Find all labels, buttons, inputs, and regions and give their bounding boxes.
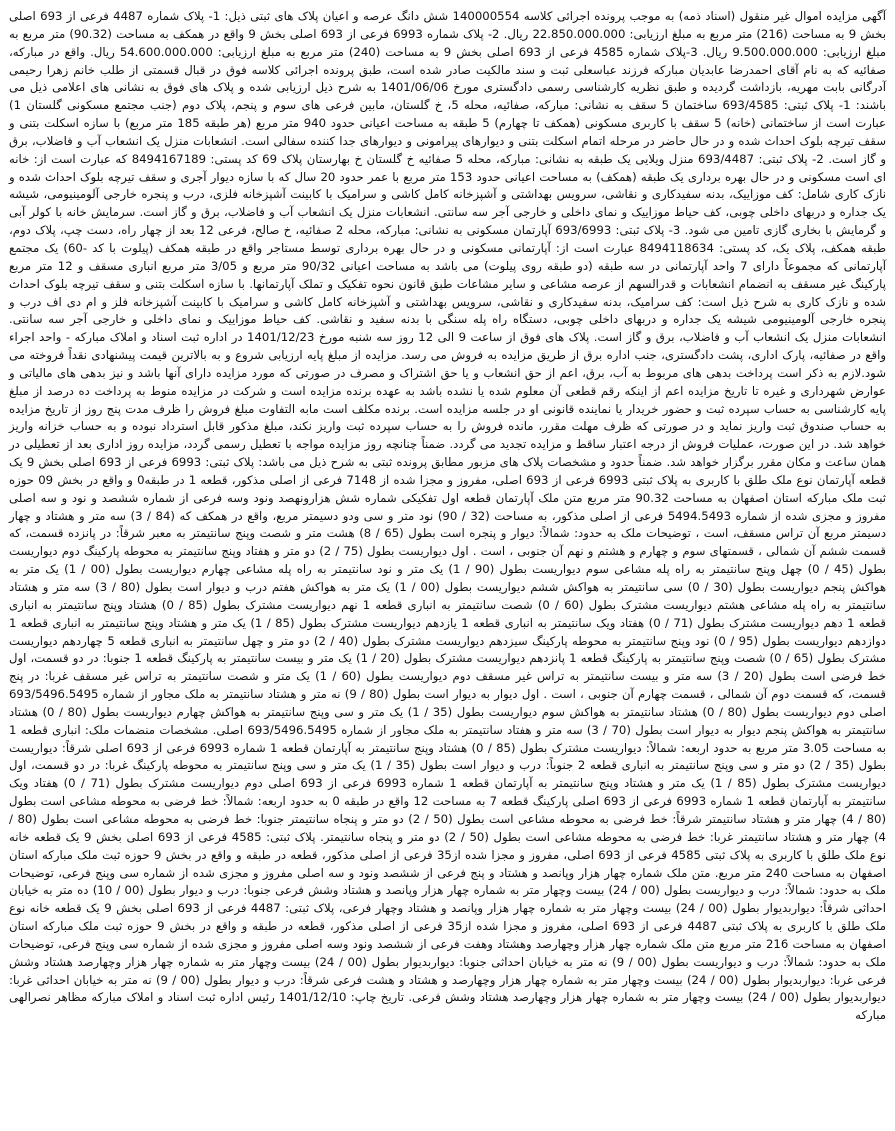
notice-body: آگهی مزایده اموال غیر منقول (اسناد ذمه) به موجب پرونده اجرائی کلاسه 140000554 شش دانگ عرصه و اعیان پلاک های ثبتی ذیل: 1- پلاک شماره 4487 فرعی از 693 اصلی بخش 9 به مساحت (216) متر مربع به مبلغ ارزیابی: 22.850.000.000 ریال. 2- پلاک شماره 6993 فرعی از 693 اصلی بخش 9 واقع در همکف به مساحت (90.32) متر مربع به مبلغ ارزیابی: 9.500.000.000 ریال. 3-پلاک شماره 4585 فرعی از 693 اصلی بخش 9 به مساحت (240) متر مربع به مبلغ ارزیابی: 54.600.000.000 ریال. واقع در مبارکه، صفائیه که به نام آقای احمدرضا عابدیان مبارکه فرزند عباسعلی ثبت و سند مالکیت صادر شده است، طبق پرونده اجرائی کلاسه فوق در قبال قسمتی از طلب خانم زهرا رحیمی آدرگانی بابت مهریه، بازداشت گردیده و طبق نظریه کارشناسی رسمی دادگستری مورخ 1401/06/06 به شرح ذیل ارزیابی شده و پلاک های فوق به نشانی های اعلامی ذیل می باشند: 1- پلاک ثبتی: 693/4585 ساختمان 5 سقف به نشانی: مبارکه، صفائیه، محله 5، خ گلستان، مابین فرعی های سوم و پنجم، پلاک دوم (جنب مجتمع مسکونی گلستان 1) عبارت است از ساختمانی (خانه) 5 سقف با کاربری مسکونی (همکف تا چهارم) 5 طبقه به مساحت اعیانی حدود 940 متر مربع (هر طبقه 185 متر مربع) با سازه اسکلت بتنی و سقف تیرچه بلوک احداث شده و در حال حاضر در مرحله اتمام اسکلت بتنی و دیوارهای پیرامونی و دیوارهای جدا کننده سفالی است. انشعابات منزل یک انشعاب آب و فاضلاب، برق و گاز است. 2- پلاک ثبتی: 693/4487 منزل ویلایی یک طبقه به نشانی: مبارکه، محله 5 صفائیه خ گلستان خ بهارستان پلاک 69 کد پستی: 8494167189 که عبارت است از: خانه ای است مسکونی و در حال بهره برداری یک طبقه (همکف) به مساحت اعیانی حدود 153 متر مربع با عمر حدود 20 سال که با سازه دیوار آجری و سقف تیرچه بلوک احداث شده و نازک کاری شامل: کف موزاییک، بدنه سفیدکاری و نقاشی، سرویس بهداشتی و آشپزخانه کامل کاشی و سرامیک با کابینت آشپزخانه فلزی، درب و پنجره خارجی آلومینیومی، شیشه یک جداره و دربهای داخلی چوبی، کف حیاط موزاییک و نمای داخلی و خارجی آجر سه سانتی. انشعابات منزل یک انشعاب آب و فاضلاب، برق و گاز است. سرمایش خانه با کولر آبی و گرمایش با بخاری گازی تامین می شود. 3- پلاک ثبتی: 693/6993 آپارتمان مسکونی به نشانی: مبارکه، محله 2 صفائیه، خ صالح، فرعی 12 بعد از چهار راه، دست چپ، پلاک دوم، طبقه همکف، پلاک یک، کد پستی: 8494118634 عبارت است از: آپارتمانی مسکونی و در حال بهره برداری توسط مستاجر واقع در طبقه همکف (پیلوت با کد -60) یک مجتمع آپارتمانی که مجموعاً دارای 7 واحد آپارتمانی در سه طبقه (دو طبقه روی پیلوت) می باشد به مساحت اعیانی 90/32 متر مربع و 3/05 متر مربع انباری مسقف و 12 متر مربع پارکینگ غیر مسقف به انضمام انشعابات و قدرالسهم از عرصه مشاعی و سایر مشاعات طبق قانون نحوه تفکیک و تملک آپارتمانها. با سازه اسکلت بتنی و سقف تیرچه بلوک احداث شده و نازک کاری به شرح ذیل است: کف سرامیک، بدنه سفیدکاری و نقاشی، سرویس بهداشتی و آشپزخانه کامل کاشی و سرامیک با کابینت آشپزخانه فلز و ام دی اف درب و پنجره خارجی آلومینیومی شیشه یک جداره و دربهای داخلی چوبی، دستگاه راه پله سنگی با بدنه سفید و نقاشی. کف حیاط موزاییک و نمای داخلی و خارجی آجر سه سانتی. انشعابات منزل یک انشعاب آب و فاضلاب، برق و گاز است. پلاک های فوق از ساعت 9 الی 12 روز سه شنبه مورخ 1401/12/23 در اداره ثبت اسناد و املاک مبارکه - واحد اجراء واقع در صفائیه، پارک اداری، پشت دادگستری، جنب اداره برق از طریق مزایده به فروش می رسد. مزایده از مبلغ پایه ارزیابی شروع و به بالاترین قیمت پیشنهادی نقداً فروخته می شود.لازم به ذکر است پرداخت بدهی های مربوط به آب، برق، اعم از حق انشعاب و یا حق اشتراک و مصرف در صورتی که مورد مزایده دارای آنها باشد و نیز بدهی های مالیاتی و عوارض شهرداری و غیره تا تاریخ مزایده اعم از اینکه رقم قطعی آن معلوم شده یا نشده باشد به عهده برنده مزایده است و شرکت در مزایده منوط به پرداخت ده درصد از مبلغ پایه کارشناسی به حساب سپرده ثبت و حضور خریدار یا نماینده قانونی او در جلسه مزایده است. برنده مکلف است مابه التفاوت مبلغ فروش را ظرف مدت پنج روز از تاریخ مزایده به حساب صندوق ثبت واریز نماید و در صورتی که ظرف مهلت مقرر، مانده فروش را به حساب سپرده ثبت واریز نکند، مبلغ مذکور قابل استرداد نبوده و به حساب خزانه واریز خواهد شد. در این صورت، عملیات فروش از درجه اعتبار ساقط و مزایده تجدید می گردد. ضمناً چنانچه روز مزایده مواجه با تعطیل رسمی گردد، مزایده روز اداری بعد از تعطیلی در همان ساعت و مکان مقرر برگزار خواهد شد. ضمناً حدود و مشخصات پلاک های مزبور مطابق پرونده ثبتی به شرح ذیل می باشد: پلاک ثبتی: 6993 فرعی از 693 اصلی بخش 9 یک قطعه آپارتمان نوع ملک طلق با کاربری به پلاک ثبتی 6993 فرعی از 693 اصلی، مفروز و مجزا شده از 7148 فرعی از اصلی مذکور، قطعه 1 در طبقه0 و واقع در بخش 09 حوزه ثبت ملک مبارکه استان اصفهان به مساحت 90.32 متر مربع متن ملک آپارتمان قطعه اول تفکیکی شماره شش هزارونهصد ونود وسه فرعی از شماره ششصد و نود و سه اصلی مفروز و مجزی شده از شماره 5494.5493 فرعی از اصلی مذکور، به مساحت (32 / 90) نود متر و سی ودو دسیمتر مربع، واقع در همکف که (84 / 3) سه متر و هشتاد و چهار دسیمتر مربع آن تراس مسقف، است ، توضیحات ملک به حدود: شمالاً: دیوار و پنجره است بطول (65 / 8) هشت متر و شصت وپنج سانتیمتر به معبر شرقاً: در پانزده قسمت، که قسمت ششم آن شمالی ، قسمتهای سوم و چهارم و هشتم و نهم آن جنوبی ، است . اول دیواریست بطول (75 / 2) دو متر و هفتاد وپنج سانتیمتر به محوطه پارکینگ دوم دیواریست بطول (45 / 0) چهل وپنج سانتیمتر به راه پله مشاعی سوم دیواریست بطول (90 / 1) یک متر و نود سانتیمتر به راه پله مشاعی چهارم دیواریست بطول (00 / 1) یک متر به هواکش پنجم دیواریست بطول (30 / 0) سی سانتیمتر به هواکش ششم دیواریست بطول (00 / 1) یک متر به هواکش هفتم درب و دیوار است بطول (80 / 3) سه متر و هشتاد سانتیمتر به راه پله مشاعی هشتم دیواریست مشترک بطول (60 / 0) شصت سانتیمتر به انباری قطعه 1 نهم دیواریست مشترک بطول (85 / 0) هشتاد وپنج سانتیمتر به انباری قطعه 1 دهم دیواریست مشترک بطول (71 / 0) هفتاد ویک سانتیمتر به انباری قطعه 1 یازدهم دیواریست مشترک بطول (85 / 1) یک متر و هشتاد وپنج سانتیمتر به انباری قطعه 1 دوازدهم دیواریست بطول (95 / 0) نود وپنج سانتیمتر به محوطه پارکینگ سیزدهم دیواریست مشترک بطول (40 / 2) دو متر و چهل سانتیمتر به انباری قطعه 5 چهاردهم دیواریست مشترک بطول (65 / 0) شصت وپنج سانتیمتر به پارکینگ قطعه 1 پانزدهم دیواریست مشترک بطول (20 / 1) یک متر و بیست سانتیمتر به پارکینگ قطعه 1 جنوبا: در دو قسمت، اول خط فرضی است بطول (20 / 3) سه متر و بیست سانتیمتر به تراس غیر مسقف دوم دیواریست بطول (60 / 1) یک متر و شصت سانتیمتر به تراس غیر مسقف غربا: در پنج قسمت، که قسمت دوم آن شمالی ، قسمت چهارم آن جنوبی ، است . اول دیوار به دیوار است بطول (80 / 9) نه متر و هشتاد سانتیمتر به ملک مجاور از شماره 693/5496.5495 اصلی دوم دیواریست بطول (80 / 0) هشتاد سانتیمتر به هواکش سوم دیواریست بطول (35 / 1) یک متر و سی وپنج سانتیمتر به هواکش چهارم دیواریست بطول (80 / 0) هشتاد سانتیمتر به هواکش پنجم دیوار به دیوار است بطول (70 / 3) سه متر و هفتاد سانتیمتر به ملک مجاور از شماره 693/5496.5495 اصلی. مشخصات منضمات ملک: انباری قطعه 1 به مساحت 3.05 متر مربع به حدود اربعه: شمالاً: دیواریست مشترک بطول (85 / 0) هشتاد وپنج سانتیمتر به آپارتمان قطعه 1 شماره 6993 فرعی از 693 اصلی شرقاً: دیواریست بطول (35 / 2) دو متر و سی وپنج سانتیمتر به انباری قطعه 2 جنوباً: درب و دیوار است بطول (35 / 1) یک متر و سی وپنج سانتیمتر به محوطه پارکینگ غربا: در دو قسمت، اول دیواریست مشترک بطول (85 / 1) یک متر و هشتاد وپنج سانتیمتر به آپارتمان قطعه 1 شماره 6993 فرعی از 693 اصلی دوم دیواریست مشترک بطول (71 / 0) هفتاد ویک سانتیمتر به آپارتمان قطعه 1 شماره 6993 فرعی از 693 اصلی پارکینگ قطعه 7 به مساحت 12 واقع در طبقه 0 به حدود اربعه: شمالاً: خط فرضی به محوطه مشاعی است بطول (80 / 4) چهار متر و هشتاد سانتیمتر شرقاً: خط فرضی به محوطه مشاعی است بطول (50 / 2) دو متر و پنجاه سانتیمتر جنوبا: خط فرضی به محوطه مشاعی است بطول (80 / 4) چهار متر و هشتاد سانتیمتر غربا: خط فرضی به محوطه مشاعی است بطول (50 / 2) دو متر و پنجاه سانتیمتر. پلاک ثبتی: 4585 فرعی از 693 اصلی بخش 9 یک قطعه خانه نوع ملک طلق با کاربری به پلاک ثبتی 4585 فرعی از 693 اصلی، مفروز و مجزا شده از35 فرعی از اصلی مذکور، قطعه در طبقه و واقع در بخش 9 حوزه ثبت ملک مبارکه استان اصفهان به مساحت 240 متر مربع. متن ملک شماره چهار هزار وپانصد و هشتاد و پنج فرعی از ششصد ونود و سه اصلی مفروز و مجزی شده از شماره سی وپنج فرعی، توضیحات ملک به حدود: شمالاً: درب و دیواریست بطول (00 / 24) بیست وچهار متر به شماره چهار هزار وپانصد و هشتاد وشش فرعی جنوبا: درب و دیوار بطول (00 / 10) ده متر به خیابان احداثی شرقاً: دیواربدیوار بطول (00 / 24) بیست وچهار متر به شماره چهار هزار وپانصد و هشتاد وچهار فرعی، پلاک ثبتی: 4487 فرعی از 693 اصلی بخش 9 یک قطعه خانه نوع ملک طلق با کاربری به پلاک ثبتی 4487 فرعی از 693 اصلی، مفروز و مجزا شده از35 فرعی از اصلی مذکور، قطعه در طبقه و واقع در بخش 9 حوزه ثبت ملک مبارکه استان اصفهان به مساحت 216 متر مربع متن ملک شماره چهار هزار وچهارصد وهشتاد وهفت فرعی از ششصد ونود وسه اصلی مفروز و مجزی شده از شماره سی وپنج فرعی، توضیحات ملک به حدود: شمالاً: درب و دیواریست بطول (00 / 9) نه متر به خیابان احداثی جنوبا: دیواربدیوار بطول (00 / 24) بیست وچهار متر به شماره چهار هزار وچهارصد هشتاد وشش فرعی غربا: دیواربدیوار بطول (00 / 24) بیست وچهار متر به شماره چهار هزار وچهارصد و هشتاد و هشت فرعی شرقاً: درب و دیوار بطول (00 / 9) نه متر به خیابان احداثی غربا: دیواربدیوار بطول (00 / 24) بیست وچهار متر به شماره چهار هزار وچهارصد هشتاد وشش فرعی. تاریخ چاپ: 1401/12/10 رئیس اداره ثبت اسناد و املاک مبارکه مظاهر نصرالهی مبارکه (9, 9, 887, 1023)
auction-notice-text (9, 8, 886, 1025)
